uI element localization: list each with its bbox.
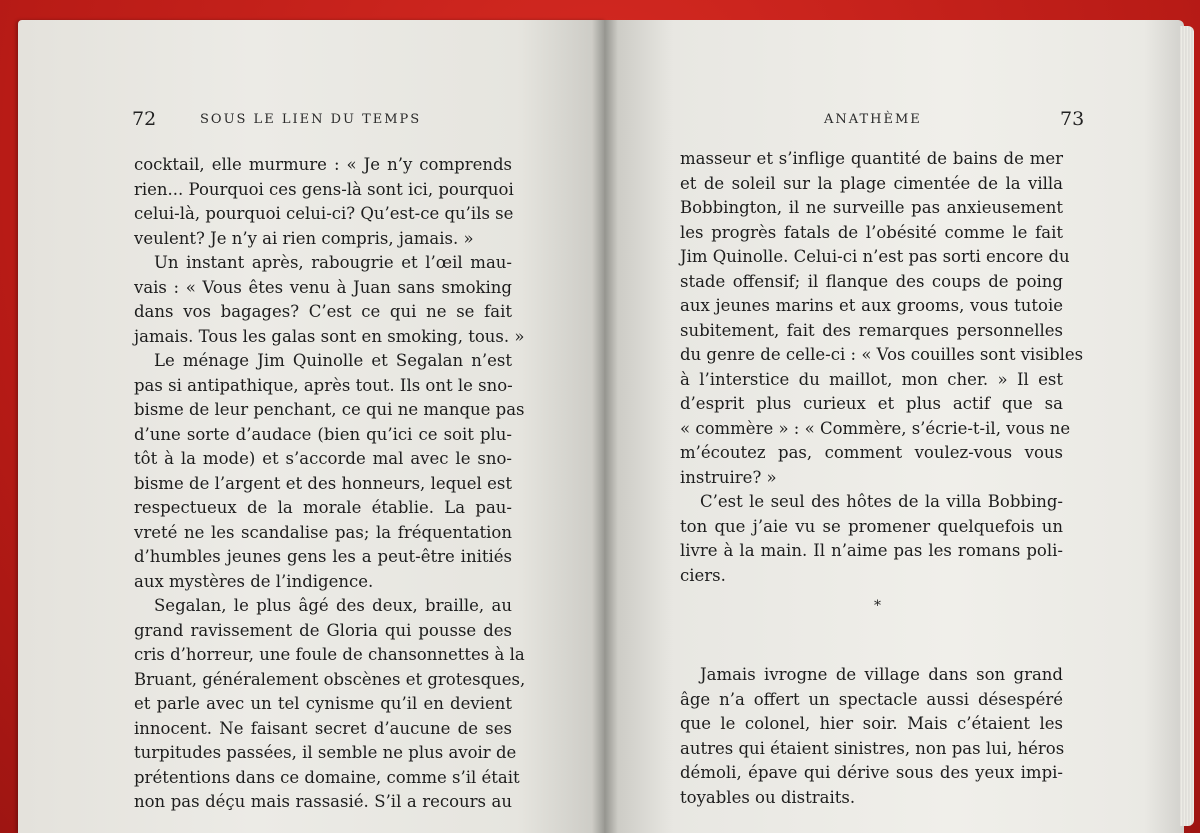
right-running-head: ANATHÈME xyxy=(824,112,922,127)
text-line: d’humbles jeunes gens les a peut-être initiés xyxy=(134,547,512,566)
text-line: démoli, épave qui dérive sous des yeux impi- xyxy=(680,763,1063,782)
text-line: que le colonel, hier soir. Mais c’étaient les xyxy=(680,714,1063,733)
text-line: d’une sorte d’audace (bien qu’ici ce soit plu- xyxy=(134,424,512,444)
text-line: bisme de leur penchant, ce qui ne manque pas xyxy=(134,400,525,419)
text-line: tôt à la mode) et s’accorde mal avec le sno- xyxy=(134,449,512,468)
text-line: ton que j’aie vu se promener quelquefois un xyxy=(680,516,1063,536)
text-line: cris d’horreur, une foule de chansonnettes à la xyxy=(134,645,525,664)
text-line: « commère » : « Commère, s’écrie-t-il, vous ne xyxy=(680,418,1071,438)
text-line: dans vos bagages? C’est ce qui ne se fait xyxy=(134,302,512,321)
text-line: prétentions dans ce domaine, comme s’il était xyxy=(134,767,520,787)
text-line: non pas déçu mais rassasié. S’il a recours au xyxy=(134,792,512,811)
right-page-text-bottom xyxy=(680,663,1063,810)
text-line: m’écoutez pas, comment voulez-vous vous xyxy=(680,443,1063,462)
right-page-text-top xyxy=(680,147,1084,588)
right-page xyxy=(604,20,1184,833)
text-line: du genre de celle-ci : « Vos couilles sont visibles xyxy=(680,345,1084,364)
text-line: Segalan, le plus âgé des deux, braille, au xyxy=(154,596,512,615)
text-line: livre à la main. Il n’aime pas les romans poli- xyxy=(680,541,1063,560)
left-page xyxy=(18,20,606,833)
text-line: respectueux de la morale établie. La pau- xyxy=(134,498,512,517)
text-line: et de soleil sur la plage cimentée de la villa xyxy=(680,173,1063,193)
text-line: innocent. Ne faisant secret d’aucune de ses xyxy=(134,718,512,738)
text-line: cocktail, elle murmure : « Je n’y comprends xyxy=(134,155,512,174)
text-line: instruire? » xyxy=(680,467,777,487)
page-shadow xyxy=(1144,20,1184,833)
left-page-number: 72 xyxy=(132,108,157,130)
text-line: stade offensif; il flanque des coups de poing xyxy=(680,271,1063,291)
text-line: bisme de l’argent et des honneurs, lequel est xyxy=(134,473,512,493)
left-running-head: SOUS LE LIEN DU TEMPS xyxy=(200,112,422,127)
text-line: Le ménage Jim Quinolle et Segalan n’est xyxy=(154,351,512,370)
text-line: veulent? Je n’y ai rien compris, jamais. » xyxy=(134,228,474,248)
text-line: grand ravissement de Gloria qui pousse des xyxy=(134,620,512,640)
text-line: d’esprit plus curieux et plus actif que sa xyxy=(680,394,1063,413)
section-separator: * xyxy=(874,598,881,614)
text-line: aux mystères de l’indigence. xyxy=(134,571,374,591)
text-line: ciers. xyxy=(680,565,726,585)
text-line: Jim Quinolle. Celui-ci n’est pas sorti encore du xyxy=(680,247,1070,266)
text-line: turpitudes passées, il semble ne plus avoir de xyxy=(134,743,517,762)
text-line: autres qui étaient sinistres, non pas lui, héros xyxy=(680,738,1065,758)
text-line: les progrès fatals de l’obésité comme le fait xyxy=(680,222,1063,242)
text-line: Bobbington, il ne surveille pas anxieusement xyxy=(680,198,1063,217)
text-line: Bruant, généralement obscènes et grotesques, xyxy=(134,669,526,689)
text-line: Un instant après, rabougrie et l’œil mau- xyxy=(154,253,512,272)
text-line: celui-là, pourquoi celui-ci? Qu’est-ce qu’ils se xyxy=(134,204,514,223)
book-gutter xyxy=(592,20,618,833)
text-line: rien... Pourquoi ces gens-là sont ici, pourquoi xyxy=(134,179,514,199)
page-edges xyxy=(1180,26,1194,826)
text-line: et parle avec un tel cynisme qu’il en devient xyxy=(134,694,512,713)
text-line: pas si antipathique, après tout. Ils ont le sno- xyxy=(134,375,513,395)
text-line: masseur et s’inflige quantité de bains de mer xyxy=(680,149,1063,168)
text-line: C’est le seul des hôtes de la villa Bobbing- xyxy=(700,492,1063,511)
text-line: subitement, fait des remarques personnelles xyxy=(680,320,1063,340)
text-line: vais : « Vous êtes venu à Juan sans smoking xyxy=(134,277,512,297)
right-page-number: 73 xyxy=(1060,108,1085,130)
text-line: Jamais ivrogne de village dans son grand xyxy=(700,665,1063,684)
text-line: jamais. Tous les galas sont en smoking, tous. » xyxy=(134,326,525,346)
text-line: aux jeunes marins et aux grooms, vous tutoie xyxy=(680,296,1063,315)
text-line: toyables ou distraits. xyxy=(680,787,856,807)
left-page-text xyxy=(134,153,526,815)
open-book xyxy=(18,20,1188,833)
text-line: âge n’a offert un spectacle aussi désespéré xyxy=(680,689,1063,709)
text-line: à l’interstice du maillot, mon cher. » Il est xyxy=(680,369,1063,389)
text-line: vreté ne les scandalise pas; la fréquentation xyxy=(134,522,512,542)
